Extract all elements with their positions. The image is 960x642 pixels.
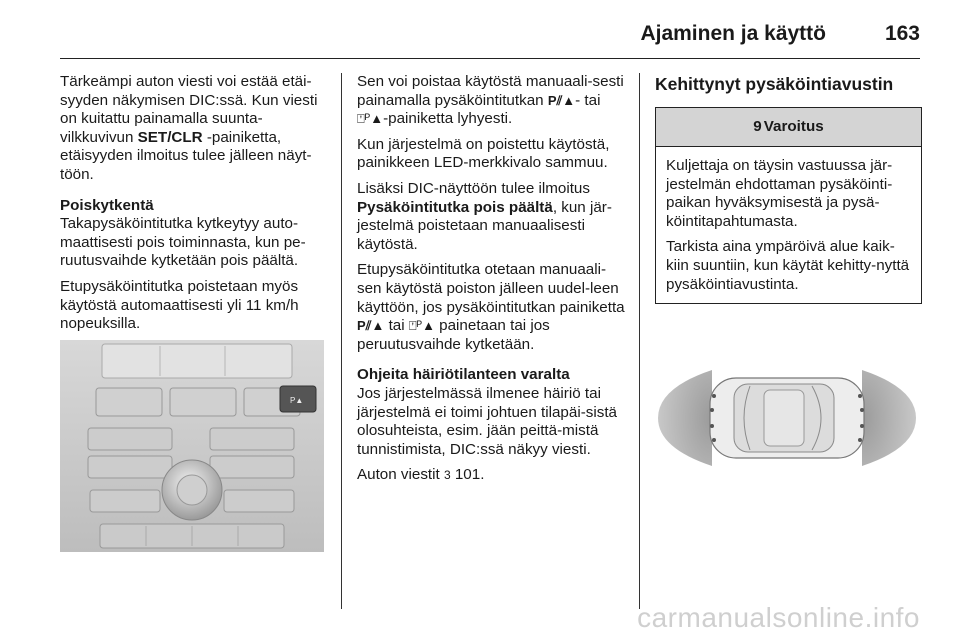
warning-paragraph: Tarkista aina ympäröivä alue kaik-kiin suuntiin, kun käytät kehitty-nyttä pysäköintiavustinta. (666, 238, 910, 293)
warning-body (656, 147, 921, 303)
page-number: 163 (884, 22, 920, 45)
paragraph: Lisäksi DIC-näyttöön tulee ilmoitus Pysäköintitutka pois päältä, kun jär-jestelmä poistetaan manuaalisesti käytöstä. (357, 179, 612, 253)
warning-triangle-icon: 9 (753, 117, 762, 135)
paragraph: Sen voi poistaa käytöstä manuaali-sesti painamalla pysäköintitutkan P⫽▲- tai ⍞ᴾ▲-painiketta lyhyesti. (357, 73, 624, 128)
warning-paragraph: Kuljettaja on täysin vastuussa jär-jestelmän ehdottaman pysäköinti-paikan hyväksymisestä ja pysä-köintitapahtumasta. (666, 157, 893, 230)
column-divider-2 (639, 73, 640, 609)
column-divider-1 (341, 73, 342, 609)
paragraph: Jos järjestelmässä ilmenee häiriö tai järjestelmä ei toimi johtuen tilapäi-sistä olosuhteista, esim. jään peittä-mistä tunnistimista, DIC:ssä näkyy viesti. (357, 384, 617, 458)
paragraph: Etupysäköintitutka poistetaan myös käytöstä automaattisesti yli 11 km/h nopeuksilla. (60, 277, 299, 333)
section-heading: Ohjeita häiriötilanteen varalta (357, 366, 570, 384)
advanced-park-assist-icon: ⍞ᴾ▲ (408, 318, 435, 334)
warning-header (656, 108, 921, 147)
paragraph: Etupysäköintitutka otetaan manuaali-sen käytöstä poiston jälleen uudel-leen käyttöön, jos pysäköintitutkan painiketta P⫽▲ tai ⍞ᴾ▲ painetaan tai jos peruutusvaihde kytketään. (357, 261, 625, 353)
section-heading: Poiskytkentä (60, 196, 154, 214)
page-ref-arrow-icon: 3 (443, 468, 451, 483)
advanced-park-assist-icon: ⍞ᴾ▲ (357, 111, 384, 127)
park-assist-icon: P⫽▲ (357, 318, 385, 334)
column-3 (655, 73, 923, 304)
center-console-illustration (60, 340, 324, 552)
column-2 (357, 73, 627, 492)
svg-text:P▲: P▲ (290, 396, 304, 405)
chapter-title: Ajaminen ja käyttö (640, 22, 826, 45)
warning-box (655, 107, 922, 304)
park-assist-icon: P⫽▲ (547, 92, 576, 108)
section-title: Kehittynyt pysäköintiavustin (655, 74, 894, 94)
paragraph: Takapysäköintitutka kytkeytyy auto-maattisesti pois toiminnasta, kun pe-ruutusvaihde kytketään pois päältä. (60, 215, 306, 270)
paragraph: Kun järjestelmä on poistettu käytöstä, painikkeen LED-merkkivalo sammuu. (357, 135, 610, 172)
parking-sensor-illustration (652, 318, 920, 518)
paragraph: Tärkeämpi auton viesti voi estää etäi-syyden näkymisen DIC:ssä. Kun viesti on kuitattu painamalla suunta-vilkkuvivun SET/CLR -painiketta, etäisyyden ilmoitus tulee jälleen näyt-töön. (60, 73, 318, 183)
page-header (60, 16, 920, 59)
column-1 (60, 73, 328, 341)
cross-reference[interactable]: Auton viestit 3 101. (357, 466, 485, 484)
watermark: carmanualsonline.info (637, 602, 920, 633)
warning-label: Varoitus (763, 117, 824, 135)
